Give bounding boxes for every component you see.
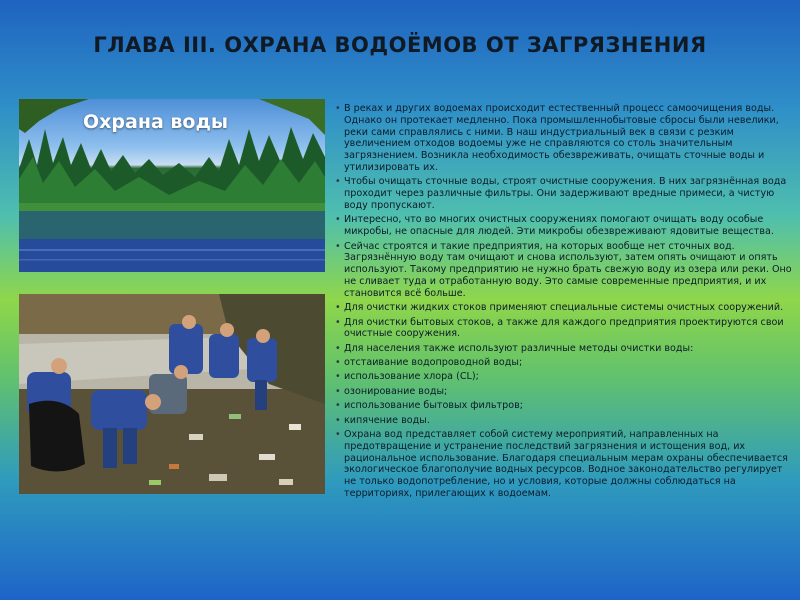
list-item: • использование бытовых фильтров; bbox=[334, 400, 794, 412]
list-item: • Чтобы очищать сточные воды, строят очистные сооружения. В них загрязнённая вода проходит через различные фильтры. Они задерживают вредные примеси, а чистую воду пропускают. bbox=[334, 176, 794, 211]
body-text bbox=[334, 103, 794, 502]
list-item: • Охрана вод представляет собой систему мероприятий, направленных на предотвращение и устранение последствий загрязнения и истощения вод, их рациональное использование. Благодаря специальным мерам охраны обеспечивается экологическое благополучие водных ресурсов. Водное законодательство регулирует не только водопотребление, но и условия, которые должны соблюдаться на территориях, прилегающих к водоемам. bbox=[334, 429, 794, 500]
list-item: • Для очистки жидких стоков применяют специальные системы очистных сооружений. bbox=[334, 302, 794, 314]
list-item: • В реках и других водоемах происходит естественный процесс самоочищения воды. Однако он протекает медленно. Пока промышленнобытовые сбросы были невелики, реки сами справлялись с ними. В наш индустриальный век в связи с резким увеличением отходов водоемы уже не справляются со столь значительным загрязнением. Возникла необходимость обезвреживать, очищать сточные воды и утилизировать их. bbox=[334, 103, 794, 174]
list-item: • использование хлора (CL); bbox=[334, 371, 794, 383]
slide-title: ГЛАВА III. ОХРАНА ВОДОЁМОВ ОТ ЗАГРЯЗНЕНИЯ bbox=[93, 33, 707, 57]
lake-photo bbox=[19, 99, 325, 272]
bullet-list bbox=[334, 103, 794, 500]
list-item: • Интересно, что во многих очистных сооружениях помогают очищать воду особые микробы, не опасные для людей. Эти микробы обезвреживают ядовитые вещества. bbox=[334, 214, 794, 238]
cleanup-photo bbox=[19, 294, 325, 494]
list-item: • Для населения также используют различные методы очистки воды: bbox=[334, 343, 794, 355]
river-cleanup-illustration bbox=[19, 294, 325, 494]
list-item: • Сейчас строятся и такие предприятия, на которых вообще нет сточных вод. Загрязнённую воду там очищают и снова используют, затем опять очищают и опять используют. Такому предприятию не нужно брать свежую воду из озера или реки. Оно не сливает туда и отработанную воду. Это самые современные предприятия, и их становится всё больше. bbox=[334, 241, 794, 300]
list-item: • Для очистки бытовых стоков, а также для каждого предприятия проектируются свои очистные сооружения. bbox=[334, 317, 794, 341]
lake-photo-caption: Охрана воды bbox=[83, 111, 228, 133]
list-item: • озонирование воды; bbox=[334, 386, 794, 398]
list-item: • кипячение воды. bbox=[334, 415, 794, 427]
list-item: • отстаивание водопроводной воды; bbox=[334, 357, 794, 369]
